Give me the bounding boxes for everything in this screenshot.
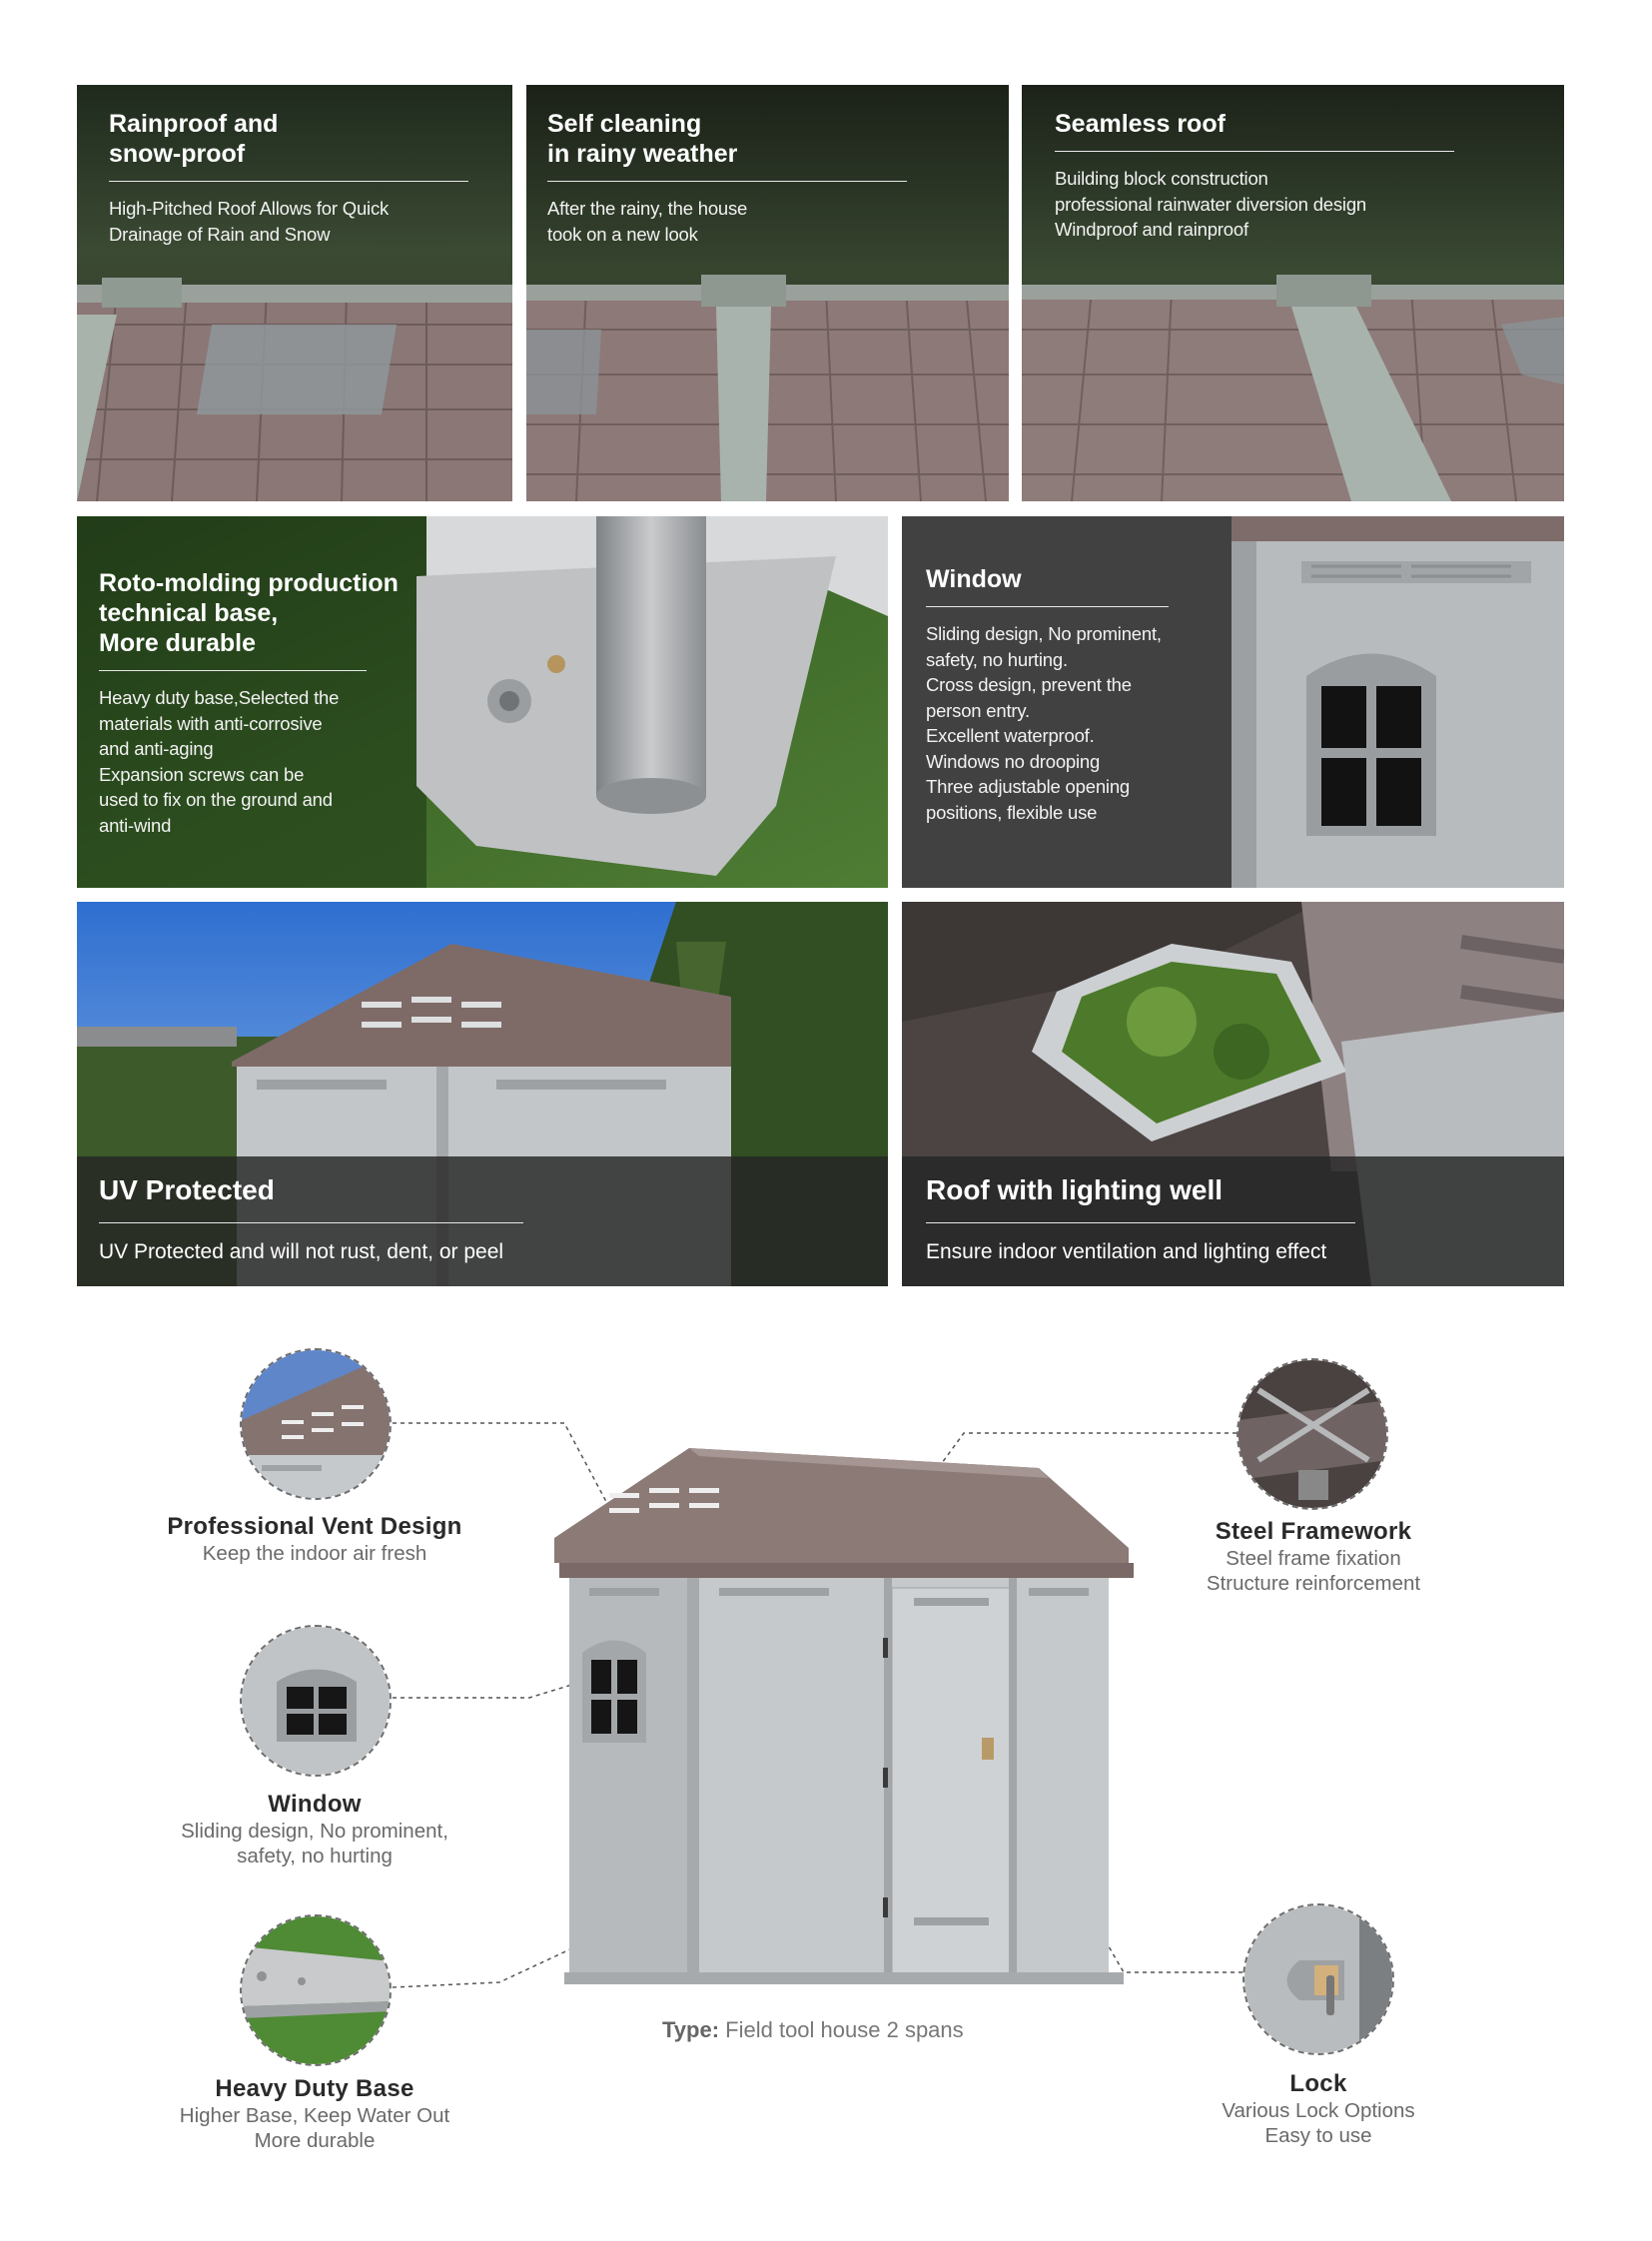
feature-title: Professional Vent Design xyxy=(167,1513,462,1540)
feature-vent xyxy=(135,1513,494,1566)
feature-base xyxy=(135,2075,494,2153)
feature-title: Steel Framework xyxy=(1215,1518,1412,1545)
product-type xyxy=(662,2017,964,2043)
panel-description: UV Protected and will not rust, dent, or peel xyxy=(99,1240,504,1263)
panel-title: UV Protected xyxy=(99,1174,275,1205)
feature-description: Sliding design, No prominent, safety, no hurting xyxy=(181,1820,448,1868)
panel-description: High-Pitched Roof Allows for Quick Drainage of Rain and Snow xyxy=(109,198,390,245)
feature-description: Keep the indoor air fresh xyxy=(202,1542,427,1565)
lock-thumbnail xyxy=(1242,1903,1394,2055)
steel-frame-icon xyxy=(1239,1360,1388,1510)
panel-description: Heavy duty base,Selected the materials with anti-corrosive and anti-aging Expansion screws can be used to fix on the ground and anti-wind xyxy=(99,687,340,836)
type-label: Type: xyxy=(662,2017,720,2042)
panel-title: Seamless roof xyxy=(1055,110,1226,138)
panel-title: Roto-molding production technical base, More durable xyxy=(99,569,399,657)
panel-title: Roof with lighting well xyxy=(926,1174,1224,1205)
type-value: Field tool house 2 spans xyxy=(719,2017,964,2042)
base-thumbnail xyxy=(240,1914,392,2066)
feature-title: Heavy Duty Base xyxy=(215,2075,414,2102)
panel-title: Window xyxy=(926,565,1022,593)
feature-steel xyxy=(1134,1518,1493,1596)
panel-title: Rainproof and snow-proof xyxy=(109,110,279,168)
feature-title: Lock xyxy=(1289,2070,1347,2097)
vent-thumbnail xyxy=(240,1348,392,1500)
steel-frame-thumbnail xyxy=(1237,1358,1388,1510)
feature-lock xyxy=(1139,2070,1498,2148)
feature-description: Higher Base, Keep Water Out More durable xyxy=(179,2104,450,2152)
panel-description: After the rainy, the house took on a new look xyxy=(547,198,748,245)
vent-icon xyxy=(242,1350,392,1500)
panel-description: Sliding design, No prominent, safety, no hurting. Cross design, prevent the person entry. Excellent waterproof. Windows no drooping Three adjustable opening positions, flexible use xyxy=(926,623,1162,823)
window-thumbnail xyxy=(240,1625,392,1777)
panel-title: Self cleaning in rainy weather xyxy=(547,110,738,168)
panel-description: Ensure indoor ventilation and lighting effect xyxy=(926,1240,1327,1263)
panel-description: Building block construction professional rainwater diversion design Windproof and rainproof xyxy=(1055,168,1367,240)
feature-description: Steel frame fixation Structure reinforcement xyxy=(1206,1547,1421,1595)
base-icon xyxy=(242,1916,392,2066)
lock-icon xyxy=(1244,1905,1394,2055)
feature-title: Window xyxy=(268,1791,362,1818)
feature-description: Various Lock Options Easy to use xyxy=(1222,2099,1415,2147)
shed-product-image xyxy=(549,1438,1139,1997)
feature-window xyxy=(135,1791,494,1868)
window-icon xyxy=(242,1627,392,1777)
